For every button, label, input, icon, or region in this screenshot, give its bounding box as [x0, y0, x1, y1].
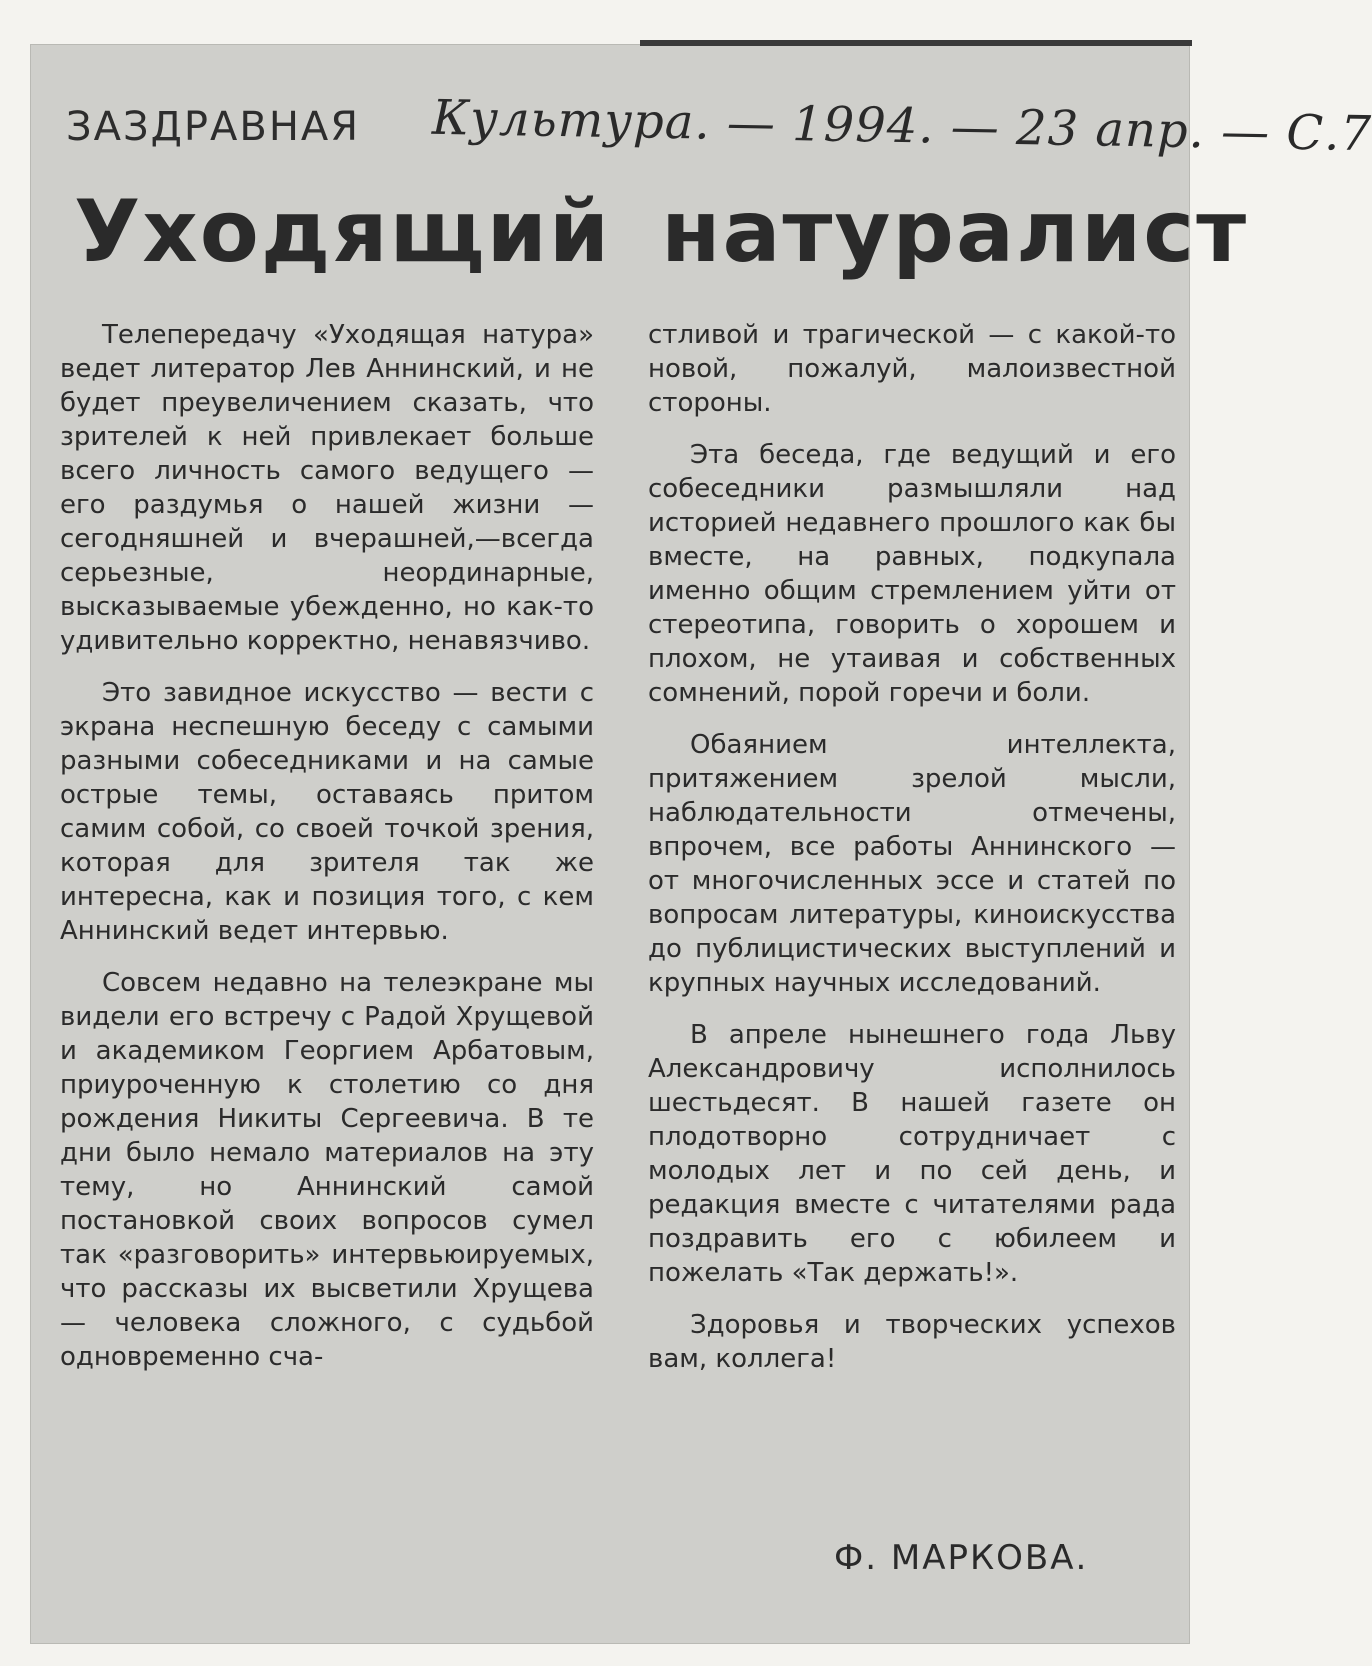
rubric-label: ЗАЗДРАВНАЯ: [66, 104, 361, 150]
paragraph: В апреле нынешнего года Льву Александровичу исполнилось шестьдесят. В нашей газете он плодотворно сотрудничает с молодых лет и по сей день, и редакция вместе с читателями рада поздравить его с юбилеем и пожелать «Так держать!».: [648, 1020, 1176, 1288]
paragraph: Эта беседа, где ведущий и его собеседники размышляли над историей недавнего прошлого как бы вместе, на равных, подкупала именно общим стремлением уйти от стереотипа, говорить о хорошем и плохом, не утаивая и собственных сомнений, порой горечи и боли.: [648, 440, 1176, 708]
paragraph-continuation: стливой и трагической — с какой-то новой, пожалуй, малоизвестной стороны.: [648, 320, 1176, 418]
article-column-right: [648, 318, 1176, 1394]
article-headline: Уходящий натуралист: [74, 182, 1249, 282]
handwritten-source-note: Культура. — 1994. — 23 апр. — С.7: [431, 89, 1372, 163]
paragraph: Телепередачу «Уходящая натура» ведет литератор Лев Аннинский, и не будет преувеличением сказать, что зрителей к ней привлекает больше всего личность самого ведущего — его раздумья о нашей жизни — сегодняшней и вчерашней,—всегда серьезные, неординарные, высказываемые убежденно, но как-то удивительно корректно, ненавязчиво.: [60, 320, 594, 656]
paragraph: Это завидное искусство — вести с экрана неспешную беседу с самыми разными собеседниками и на самые острые темы, оставаясь притом самим собой, со своей точкой зрения, которая для зрителя так же интересна, как и позиция того, с кем Аннинский ведет интервью.: [60, 678, 594, 946]
paragraph: Совсем недавно на телеэкране мы видели его встречу с Радой Хрущевой и академиком Георгием Арбатовым, приуроченную к столетию со дня рождения Никиты Сергеевича. В те дни было немало материалов на эту тему, но Аннинский самой постановкой своих вопросов сумел так «разговорить» интервьюируемых, что рассказы их высветили Хрущева — человека сложного, с судьбой одновременно сча-: [60, 968, 594, 1372]
author-signature: Ф. МАРКОВА.: [834, 1538, 1089, 1578]
clipping-edge-line: [640, 40, 1192, 46]
paragraph: Здоровья и творческих успехов вам, коллега!: [648, 1310, 1176, 1374]
paragraph: Обаянием интеллекта, притяжением зрелой мысли, наблюдательности отмечены, впрочем, все работы Аннинского — от многочисленных эссе и статей по вопросам литературы, киноискусства до публицистических выступлений и крупных научных исследований.: [648, 730, 1176, 998]
article-column-left: [60, 318, 594, 1392]
